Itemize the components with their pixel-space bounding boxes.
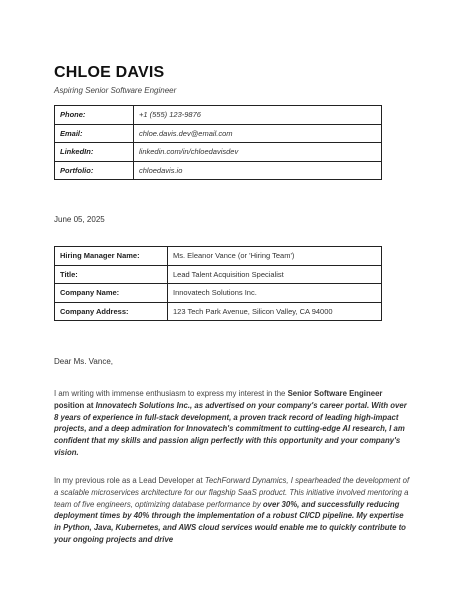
salutation: Dear Ms. Vance, — [54, 357, 113, 366]
table-row — [55, 124, 382, 143]
paragraph-text: position at — [54, 400, 96, 410]
contact-label: LinkedIn: — [55, 143, 134, 162]
body-paragraph-1 — [54, 388, 410, 459]
table-row — [55, 302, 382, 321]
contact-label: Phone: — [55, 106, 134, 125]
recipient-value-company: Innovatech Solutions Inc. — [168, 284, 382, 303]
recipient-label: Company Name: — [55, 284, 168, 303]
contact-value-linkedin: linkedin.com/in/chloedavisdev — [134, 143, 382, 162]
table-row — [55, 265, 382, 284]
contact-table — [54, 105, 382, 180]
contact-value-email: chloe.davis.dev@email.com — [134, 124, 382, 143]
contact-value-portfolio: chloedavis.io — [134, 161, 382, 180]
paragraph-text: I am writing with immense enthusiasm to express my interest in the — [54, 389, 288, 398]
recipient-table — [54, 246, 382, 321]
recipient-value-title: Lead Talent Acquisition Specialist — [168, 265, 382, 284]
paragraph-text: In my previous role as a Lead Developer at — [54, 476, 205, 485]
recipient-label: Company Address: — [55, 302, 168, 321]
letter-date: June 05, 2025 — [54, 215, 105, 224]
paragraph-emphasis: Innovatech Solutions Inc., as advertised on your company's career portal. With over 8 years of experience in full-stack development, a proven track record of leading high-impact projects, and a deep admiration for Innovatech's commitment to cutting-edge AI research, I am confident that my skills and passion align perfectly with this opportunity and your company's vision. — [54, 400, 407, 457]
recipient-value-name: Ms. Eleanor Vance (or 'Hiring Team') — [168, 247, 382, 266]
table-row — [55, 161, 382, 180]
body-paragraph-2 — [54, 475, 410, 546]
table-row — [55, 247, 382, 266]
table-row — [55, 106, 382, 125]
table-row — [55, 143, 382, 162]
contact-label: Email: — [55, 124, 134, 143]
role-title: Senior Software Engineer — [287, 389, 383, 398]
table-row — [55, 284, 382, 303]
recipient-label: Hiring Manager Name: — [55, 247, 168, 266]
recipient-value-address: 123 Tech Park Avenue, Silicon Valley, CA 94000 — [168, 302, 382, 321]
applicant-subtitle: Aspiring Senior Software Engineer — [54, 86, 177, 95]
contact-value-phone: +1 (555) 123-9876 — [134, 106, 382, 125]
paragraph-italic: TechForward Dynamics, I spearheaded the development of a scalable microservices architecture for our flagship SaaS product. This initiative involved mentoring a team of five engineers, optimizing database performance by — [54, 476, 410, 509]
contact-label: Portfolio: — [55, 161, 134, 180]
paragraph-emphasis: over 30%, and successfully reducing deployment times by 40% through the implementation of a robust CI/CD pipeline. My expertise in Python, Java, Kubernetes, and AWS cloud services would enable me to quickly contribute to your ongoing projects and drive — [54, 499, 406, 544]
applicant-name: CHLOE DAVIS — [54, 64, 165, 81]
recipient-label: Title: — [55, 265, 168, 284]
